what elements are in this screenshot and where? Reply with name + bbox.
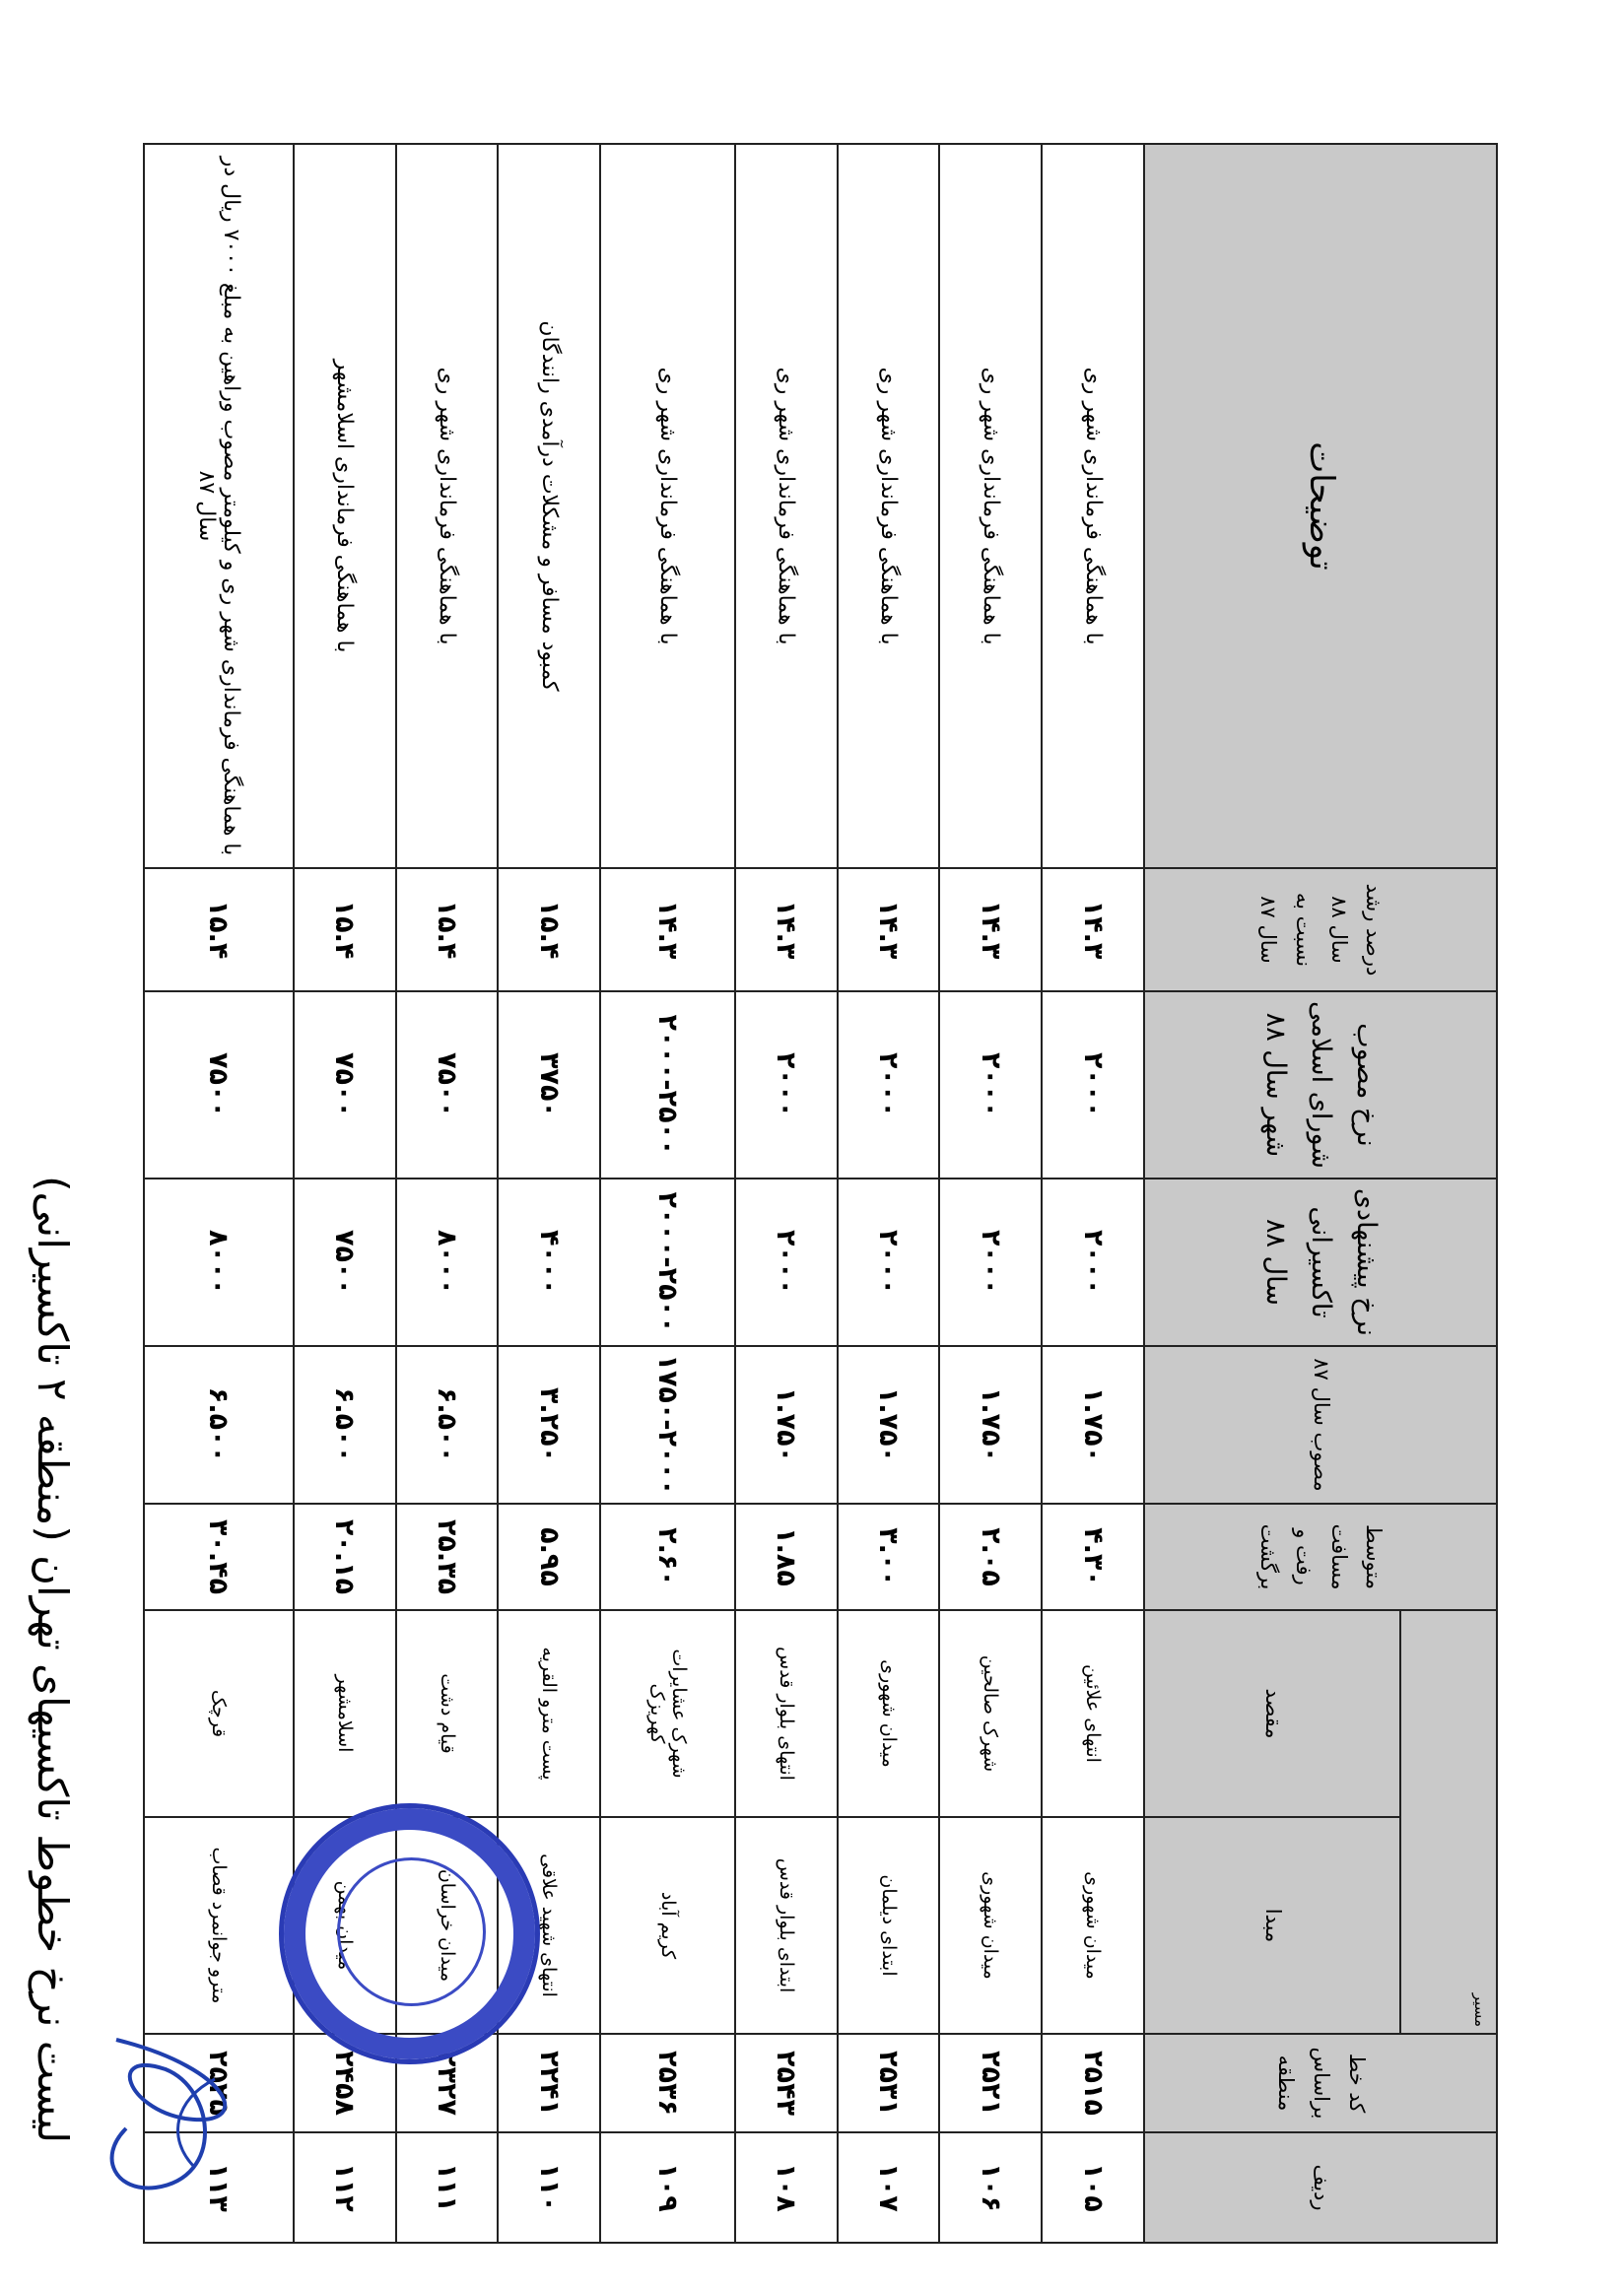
cell-growth: ۱۵.۴ [396,868,499,991]
table-row [1042,144,1144,2243]
table-row [144,144,294,2243]
cell-approved-88: ۳۷۵۰ [499,991,601,1179]
cell-approved-88: ۲۰۰۰ [939,991,1042,1179]
cell-row-number: ۱۰۷ [838,2132,940,2243]
header-rate-87: مصوب سال ۸۷ [1144,1346,1497,1504]
cell-distance: ۵.۹۵ [499,1504,601,1610]
cell-distance: ۲۰.۱۵ [294,1504,396,1610]
cell-proposed-88: ۲۰۰۰ [1042,1179,1144,1346]
cell-growth: ۱۴.۳ [600,868,735,991]
cell-row-number: ۱۱۲ [294,2132,396,2243]
cell-distance: ۳۰.۴۵ [144,1504,294,1610]
signature-icon [77,2010,274,2217]
stamp-inner-ring [337,1857,486,2006]
cell-line-code: ۲۵۲۱ [939,2034,1042,2132]
cell-row-number: ۱۰۵ [1042,2132,1144,2243]
cell-origin: میدان شهوری [1042,1817,1144,2034]
table-row [838,144,940,2243]
cell-row-number: ۱۱۰ [499,2132,601,2243]
cell-distance: ۳.۰۰ [838,1504,940,1610]
header-growth: درصد رشد سال ۸۸ نسبت به سال ۸۷ [1144,868,1497,991]
cell-approved-88: ۲۰۰۰ [1042,991,1144,1179]
cell-line-code: ۲۵۱۵ [1042,2034,1144,2132]
cell-notes: با هماهنگی فرمانداری شهر ری [735,144,838,868]
document-title: لیست نرخ خطوط تاکسیهای تهران (منطقه ۲ تاکسیرانی) [29,1176,77,2143]
cell-rate-87: ۱.۷۵۰ [838,1346,940,1504]
table-row [600,144,735,2243]
cell-approved-88: ۲۰۰۰ [838,991,940,1179]
table-row [735,144,838,2243]
cell-growth: ۱۵.۴ [144,868,294,991]
cell-growth: ۱۵.۴ [294,868,396,991]
cell-row-number: ۱۰۶ [939,2132,1042,2243]
cell-origin: ابتدای دیلمان [838,1817,940,2034]
cell-approved-88: ۷۵۰۰ [294,991,396,1179]
cell-line-code: ۲۲۴۱ [499,2034,601,2132]
cell-notes: با هماهنگی فرمانداری شهر ری و کیلومتر مصوب وراهین به مبلغ ۷۰۰۰ ریال در سال ۸۷ [144,144,294,868]
cell-origin: میدان شهوری [939,1817,1042,2034]
cell-approved-88: ۷۵۰۰ [144,991,294,1179]
cell-proposed-88: ۲۰۰۰ [735,1179,838,1346]
cell-origin: کریم آباد [600,1817,735,2034]
header-destination: مقصد [1144,1610,1400,1817]
header-distance: متوسط مسافت رفت و برگشت [1144,1504,1497,1610]
header-origin: مبدا [1144,1817,1400,2034]
cell-notes: با هماهنگی فرمانداری شهر ری [396,144,499,868]
cell-line-code: ۲۵۴۳ [735,2034,838,2132]
cell-origin: ابتدای بلوار قدس [735,1817,838,2034]
cell-origin: انتهای شهید علاقی [499,1817,601,2034]
cell-line-code: ۲۴۵۸ [294,2034,396,2132]
cell-line-code: ۲۵۳۶ [600,2034,735,2132]
cell-rate-87: ۱.۷۵۰ [939,1346,1042,1504]
cell-rate-87: ۶.۵۰۰ [144,1346,294,1504]
cell-distance: ۲.۰۵ [939,1504,1042,1610]
cell-destination: میدان شهوری [838,1610,940,1817]
cell-distance: ۱.۸۵ [735,1504,838,1610]
cell-growth: ۱۵.۴ [499,868,601,991]
cell-approved-88: ۷۵۰۰ [396,991,499,1179]
header-route: مسیر [1400,1610,1497,2034]
cell-notes: کمبود مسافر و مشکلات درآمدی رانندگان [499,144,601,868]
cell-destination: اسلامشهر [294,1610,396,1817]
cell-origin: میدان بهمن [294,1817,396,2034]
cell-growth: ۱۴.۳ [1042,868,1144,991]
cell-proposed-88: ۲۰۰۰-۲۵۰۰ [600,1179,735,1346]
cell-rate-87: ۱۷۵۰-۲۰۰۰ [600,1346,735,1504]
cell-notes: با هماهنگی فرمانداری اسلامشهر [294,144,396,868]
cell-line-code: ۲۵۳۱ [838,2034,940,2132]
cell-row-number: ۱۱۳ [144,2132,294,2243]
official-stamp [279,1803,540,2064]
header-line-code: کد خط براساس منطقه [1144,2034,1497,2132]
table-row [939,144,1042,2243]
cell-rate-87: ۶.۵۰۰ [294,1346,396,1504]
cell-row-number: ۱۱۱ [396,2132,499,2243]
cell-destination: پست مترو القریه [499,1610,601,1817]
header-approved-88: نرخ مصوب شورای اسلامی شهر سال ۸۸ [1144,991,1497,1179]
cell-destination: قیام دشت [396,1610,499,1817]
cell-rate-87: ۱.۷۵۰ [735,1346,838,1504]
cell-notes: با هماهنگی فرمانداری شهر ری [838,144,940,868]
header-notes: توضیحات [1144,144,1497,868]
cell-notes: با هماهنگی فرمانداری شهر ری [1042,144,1144,868]
cell-proposed-88: ۷۵۰۰ [294,1179,396,1346]
cell-distance: ۴.۳۰ [1042,1504,1144,1610]
cell-growth: ۱۴.۳ [939,868,1042,991]
cell-proposed-88: ۲۰۰۰ [939,1179,1042,1346]
cell-destination: انتهای بلوار قدس [735,1610,838,1817]
cell-distance: ۲.۶۰ [600,1504,735,1610]
cell-line-code: ۲۵۲۵ [144,2034,294,2132]
cell-rate-87: ۶.۵۰۰ [396,1346,499,1504]
cell-destination: شهرک عشایرات کهریزک [600,1610,735,1817]
cell-growth: ۱۴.۳ [838,868,940,991]
header-proposed-88: نرخ پیشنهادی تاکسیرانی سال ۸۸ [1144,1179,1497,1346]
cell-approved-88: ۲۰۰۰ [735,991,838,1179]
cell-destination: انتهای علائین [1042,1610,1144,1817]
cell-rate-87: ۳.۲۵۰ [499,1346,601,1504]
cell-proposed-88: ۸۰۰۰ [144,1179,294,1346]
cell-proposed-88: ۴۰۰۰ [499,1179,601,1346]
cell-row-number: ۱۰۸ [735,2132,838,2243]
cell-destination: قرچک [144,1610,294,1817]
cell-approved-88: ۲۰۰۰-۲۵۰۰ [600,991,735,1179]
cell-row-number: ۱۰۹ [600,2132,735,2243]
header-row-number: ردیف [1144,2132,1497,2243]
cell-line-code: ۲۳۲۷ [396,2034,499,2132]
cell-distance: ۲۵.۳۵ [396,1504,499,1610]
cell-rate-87: ۱.۷۵۰ [1042,1346,1144,1504]
cell-origin: میدان خراسان [396,1817,499,2034]
cell-proposed-88: ۲۰۰۰ [838,1179,940,1346]
cell-origin: مترو جوانمرد قصاب [144,1817,294,2034]
cell-notes: با هماهنگی فرمانداری شهر ری [600,144,735,868]
cell-notes: با هماهنگی فرمانداری شهر ری [939,144,1042,868]
cell-proposed-88: ۸۰۰۰ [396,1179,499,1346]
cell-growth: ۱۴.۳ [735,868,838,991]
cell-destination: شهرک صالحین [939,1610,1042,1817]
